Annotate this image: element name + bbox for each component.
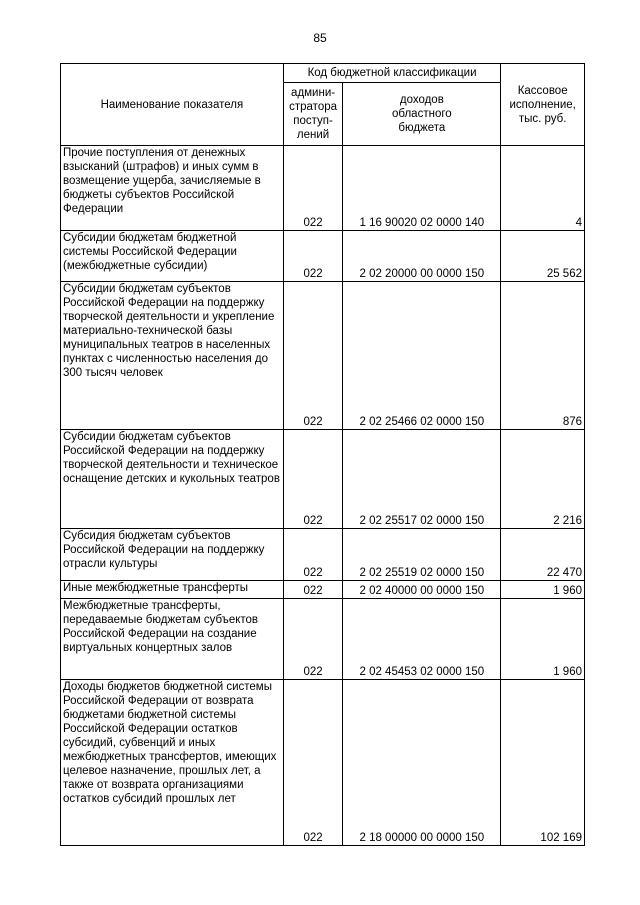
row-admin-code: 022 — [283, 282, 343, 430]
row-amount: 2 216 — [501, 430, 585, 529]
header-budget-classification: Код бюджетной классификации — [283, 64, 501, 83]
row-admin-code: 022 — [283, 680, 343, 846]
row-name: Субсидии бюджетам субъектов Российской Федерации на поддержку творческой деятельности и техническое оснащение детских и кукольных театров — [61, 430, 284, 529]
row-name: Субсидии бюджетам субъектов Российской Федерации на поддержку творческой деятельности и укрепление материально-технической базы муниципальных театров в населенных пунктах с численностью населения до 300 тысяч человек — [61, 282, 284, 430]
row-name: Иные межбюджетные трансферты — [61, 581, 284, 599]
row-name: Доходы бюджетов бюджетной системы Российской Федерации от возврата бюджетами бюджетной системы Российской Федерации остатков субсидий, субвенций и иных межбюджетных трансфертов, имеющих целевое назначение, прошлых лет, а также от возврата организациями остатков субсидий прошлых лет — [61, 680, 284, 846]
row-name: Прочие поступления от денежных взысканий (штрафов) и иных сумм в возмещение ущерба, зачисляемые в бюджеты субъектов Российской Федерации — [61, 146, 284, 231]
header-administrator: админи- стратора поступ- лений — [283, 83, 343, 146]
row-income-code: 2 02 25519 02 0000 150 — [343, 529, 501, 581]
table-row — [61, 680, 585, 846]
row-income-code: 2 02 25517 02 0000 150 — [343, 430, 501, 529]
row-amount: 876 — [501, 282, 585, 430]
row-amount: 4 — [501, 146, 585, 231]
header-income-code: доходов областного бюджета — [343, 83, 501, 146]
row-income-code: 2 18 00000 00 0000 150 — [343, 680, 501, 846]
row-name: Субсидии бюджетам бюджетной системы Российской Федерации (межбюджетные субсидии) — [61, 231, 284, 282]
row-admin-code: 022 — [283, 599, 343, 680]
header-indicator-name: Наименование показателя — [61, 64, 284, 146]
row-admin-code: 022 — [283, 529, 343, 581]
row-amount: 22 470 — [501, 529, 585, 581]
row-amount: 1 960 — [501, 581, 585, 599]
row-name: Субсидия бюджетам субъектов Российской Федерации на поддержку отрасли культуры — [61, 529, 284, 581]
row-income-code: 2 02 25466 02 0000 150 — [343, 282, 501, 430]
row-income-code: 1 16 90020 02 0000 140 — [343, 146, 501, 231]
table-row — [61, 430, 585, 529]
table-row — [61, 231, 585, 282]
budget-table — [60, 63, 585, 846]
table-row — [61, 282, 585, 430]
row-admin-code: 022 — [283, 430, 343, 529]
row-income-code: 2 02 20000 00 0000 150 — [343, 231, 501, 282]
row-name: Межбюджетные трансферты, передаваемые бюджетам субъектов Российской Федерации на создание виртуальных концертных залов — [61, 599, 284, 680]
row-admin-code: 022 — [283, 231, 343, 282]
row-amount: 102 169 — [501, 680, 585, 846]
page-number: 85 — [313, 31, 327, 45]
table-row — [61, 146, 585, 231]
table-row — [61, 529, 585, 581]
row-income-code: 2 02 40000 00 0000 150 — [343, 581, 501, 599]
table-row — [61, 599, 585, 680]
row-income-code: 2 02 45453 02 0000 150 — [343, 599, 501, 680]
header-cash-execution: Кассовое исполнение, тыс. руб. — [501, 64, 585, 146]
row-admin-code: 022 — [283, 581, 343, 599]
row-amount: 1 960 — [501, 599, 585, 680]
row-admin-code: 022 — [283, 146, 343, 231]
row-amount: 25 562 — [501, 231, 585, 282]
table-row — [61, 581, 585, 599]
